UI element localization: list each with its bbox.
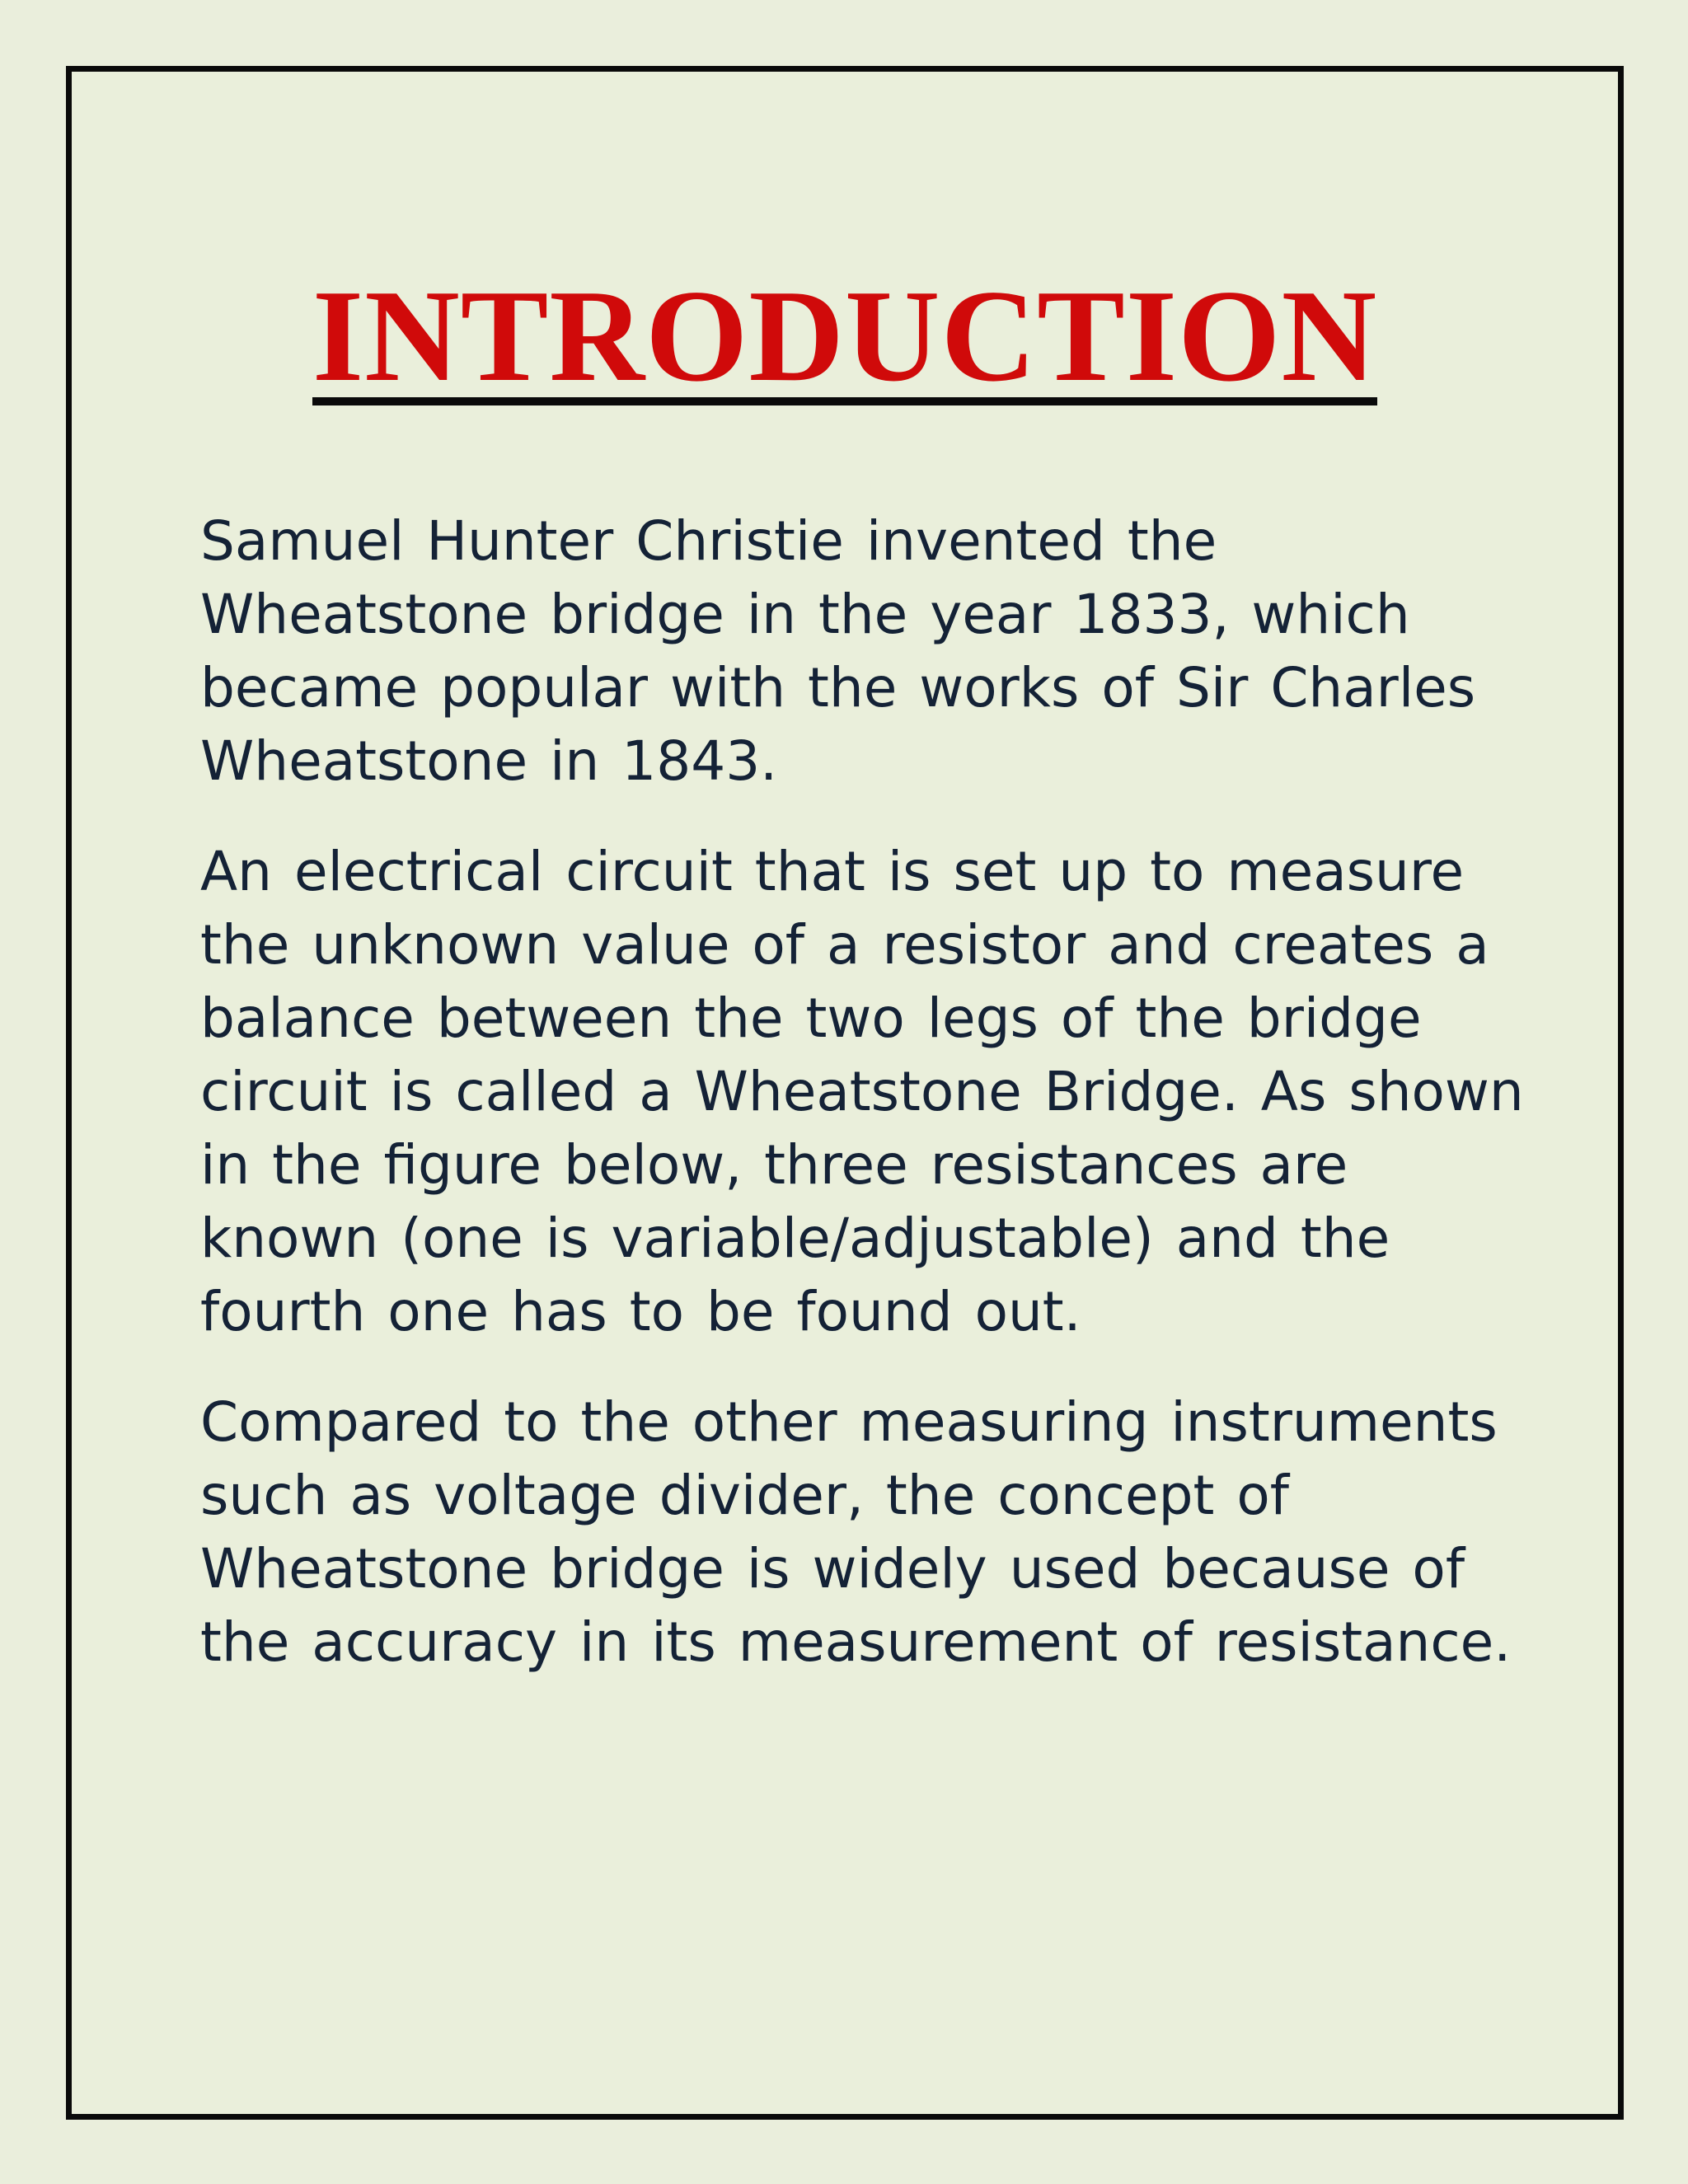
- introduction-body: [200, 504, 1536, 1716]
- paragraph-comparison: Compared to the other measuring instruments such as voltage divider, the concept of Wheatstone bridge is widely used because of the accuracy in its measurement of resistance.: [200, 1390, 1512, 1674]
- paragraph-definition: An electrical circuit that is set up to measure the unknown value of a resistor and creates a balance between the two legs of the bridge circuit is called a Wheatstone Bridge. As shown in the figure below, three resistances are known (one is variable/adjustable) and the fourth one has to be found out.: [200, 840, 1524, 1343]
- page-title-text: INTRODUCTION: [312, 262, 1378, 409]
- page-title: [72, 262, 1618, 409]
- paragraph-history: Samuel Hunter Christie invented the Wheatstone bridge in the year 1833, which became popular with the works of Sir Charles Wheatstone in 1843.: [200, 509, 1476, 793]
